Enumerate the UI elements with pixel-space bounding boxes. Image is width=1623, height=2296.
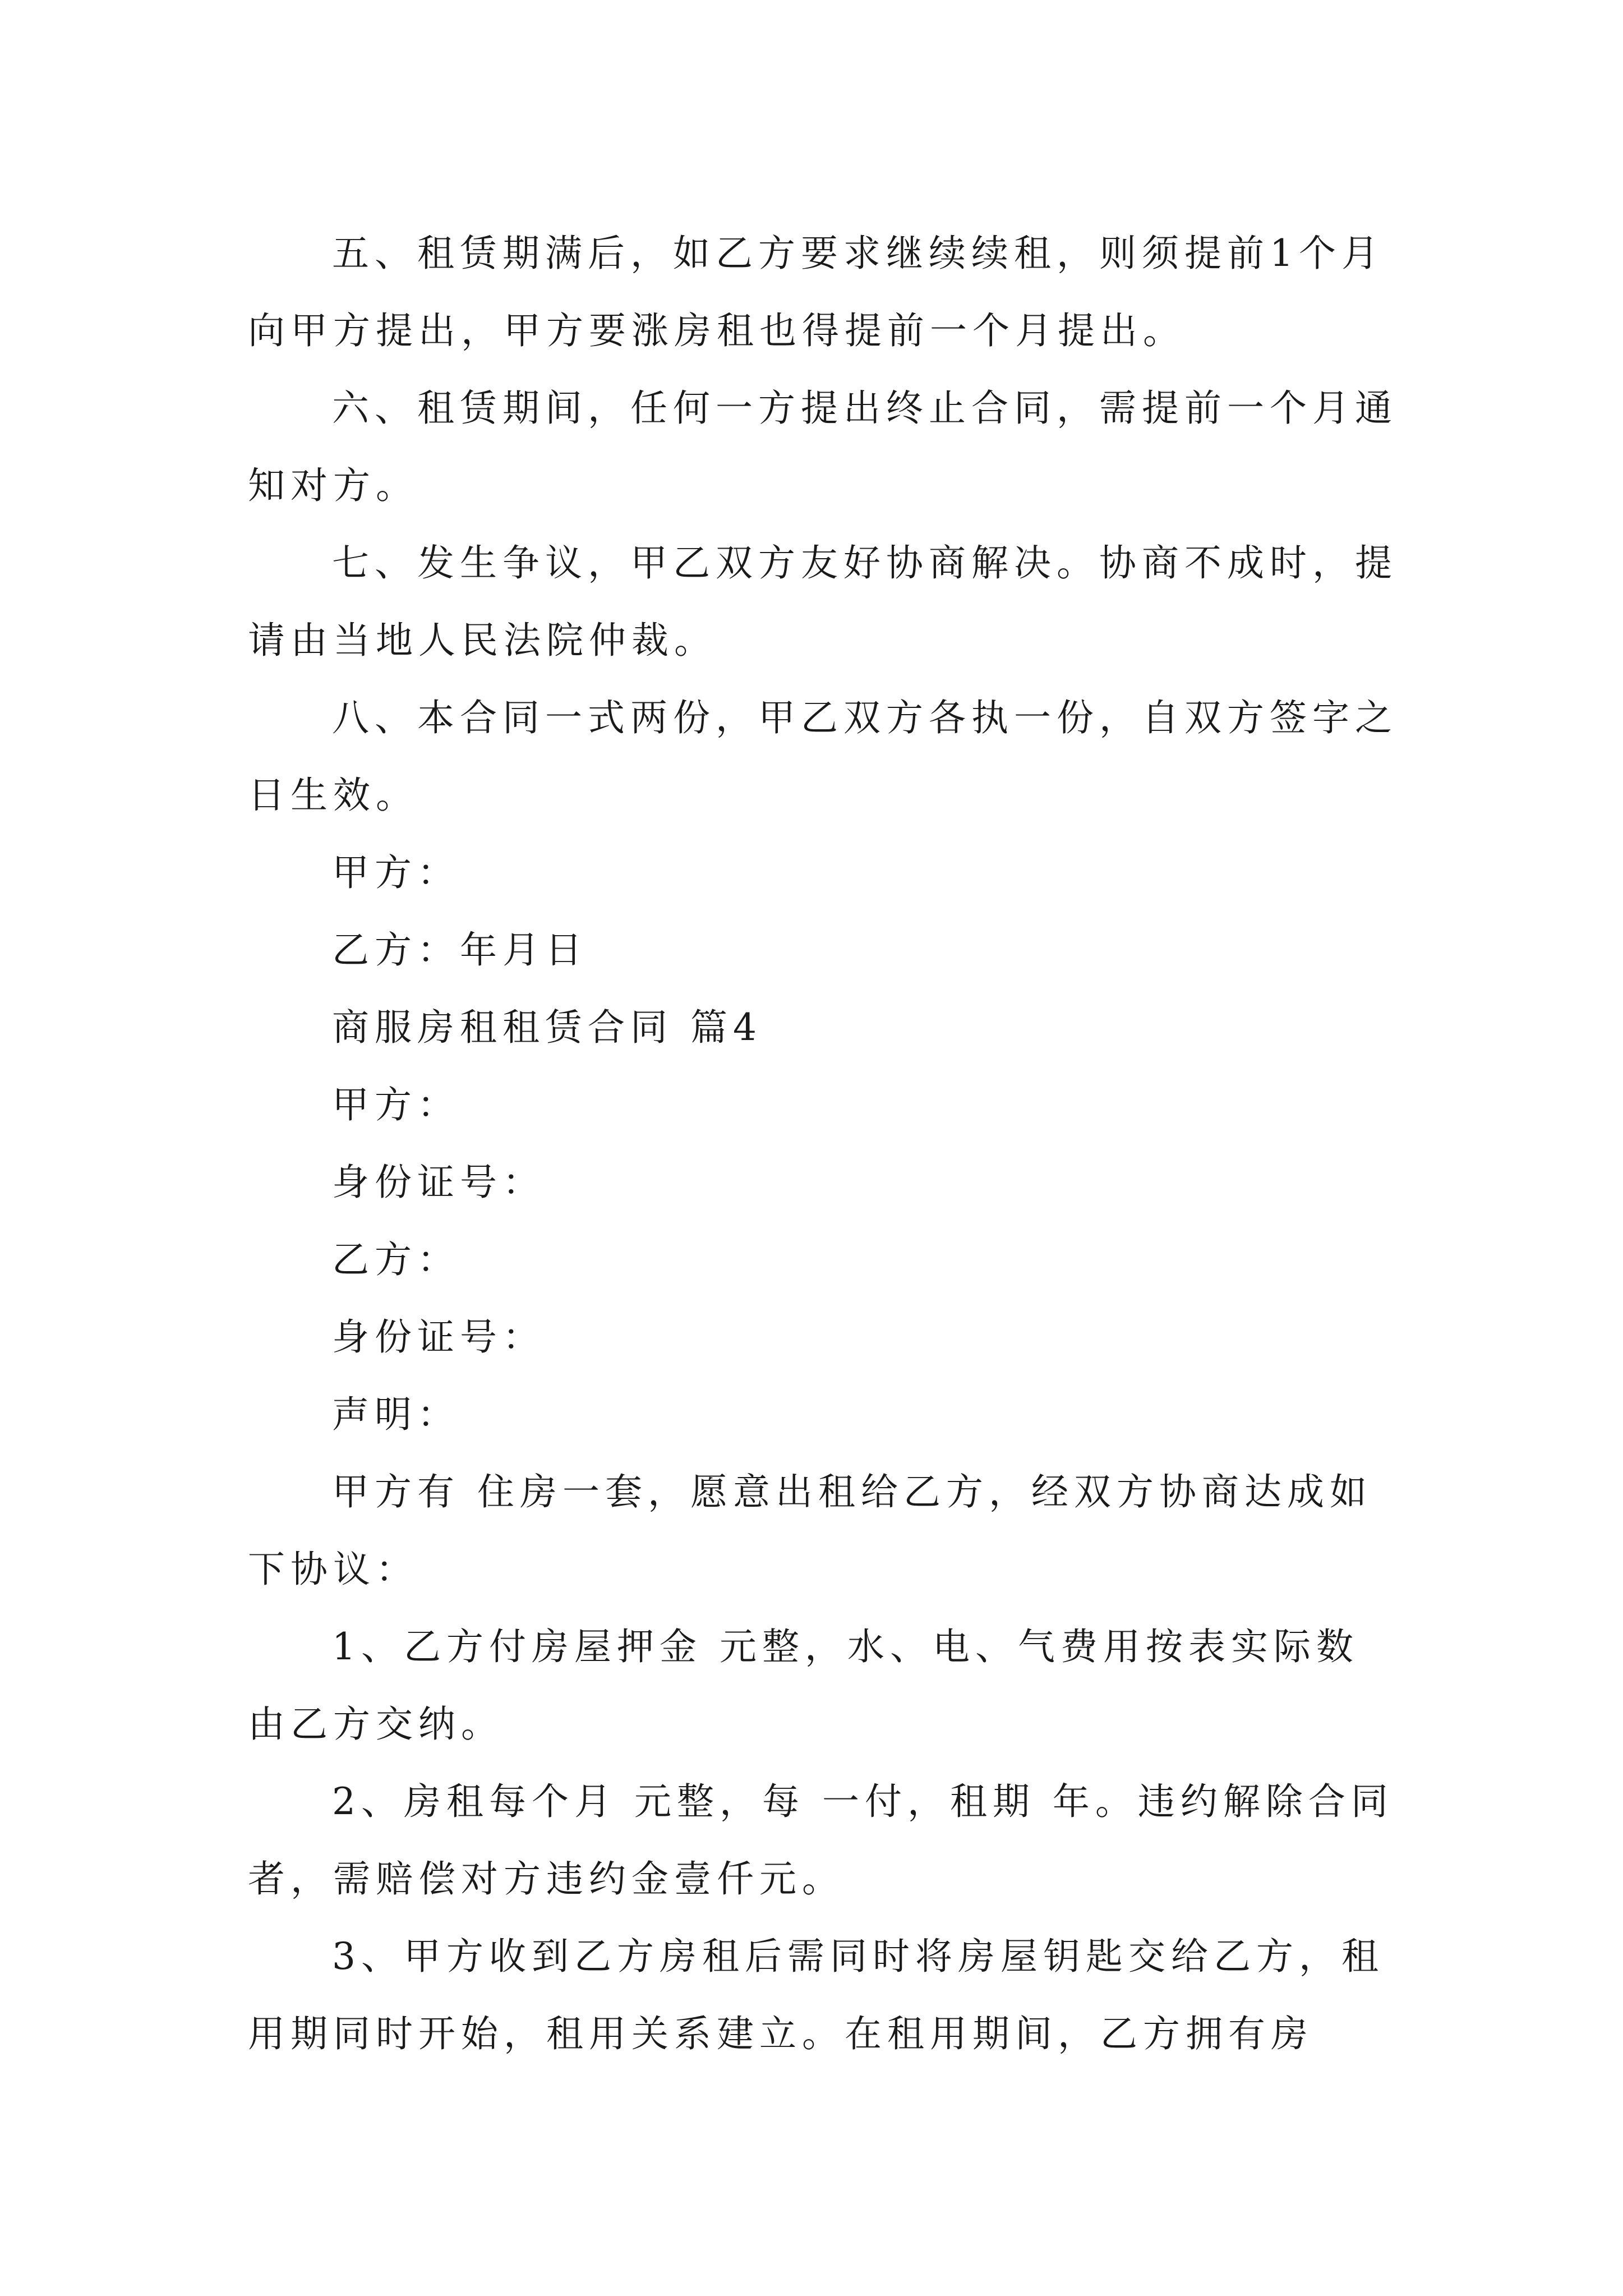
party-a-signature: 甲方： [332,851,460,894]
term-3: 3、甲方收到乙方房租后需同时将房屋钥匙交给乙方，租用期同时开始，租用关系建立。在租用期间，乙方拥有房 [248,1935,1384,2055]
declaration-label: 声明： [332,1393,460,1436]
contract-title: 商服房租租赁合同 篇4 [332,1006,762,1049]
clause-7: 七、发生争议，甲乙双方友好协商解决。协商不成时，提请由当地人民法院仲裁。 [248,541,1398,662]
term-2: 2、房租每个月 元整，每 一付，租期 年。违约解除合同者，需赔偿对方违约金壹仟元。 [248,1780,1394,1901]
party-a-label: 甲方： [332,1083,460,1126]
party-b-id-label: 身份证号： [332,1315,545,1359]
party-b-signature-date: 乙方：年月日 [332,928,588,972]
term-1: 1、乙方付房屋押金 元整，水、电、气费用按表实际数由乙方交纳。 [248,1625,1359,1746]
document-body [248,215,1398,2073]
clause-5: 五、租赁期满后，如乙方要求继续续租，则须提前1个月向甲方提出，甲方要涨房租也得提前一个月提出。 [248,232,1384,352]
party-a-id-label: 身份证号： [332,1161,545,1204]
clause-6: 六、租赁期间，任何一方提出终止合同，需提前一个月通知对方。 [248,386,1398,507]
party-b-label: 乙方： [332,1238,460,1281]
clause-8: 八、本合同一式两份，甲乙双方各执一份，自双方签字之日生效。 [248,696,1398,817]
declaration-text: 甲方有 住房一套，愿意出租给乙方，经双方协商达成如下协议： [248,1470,1372,1591]
